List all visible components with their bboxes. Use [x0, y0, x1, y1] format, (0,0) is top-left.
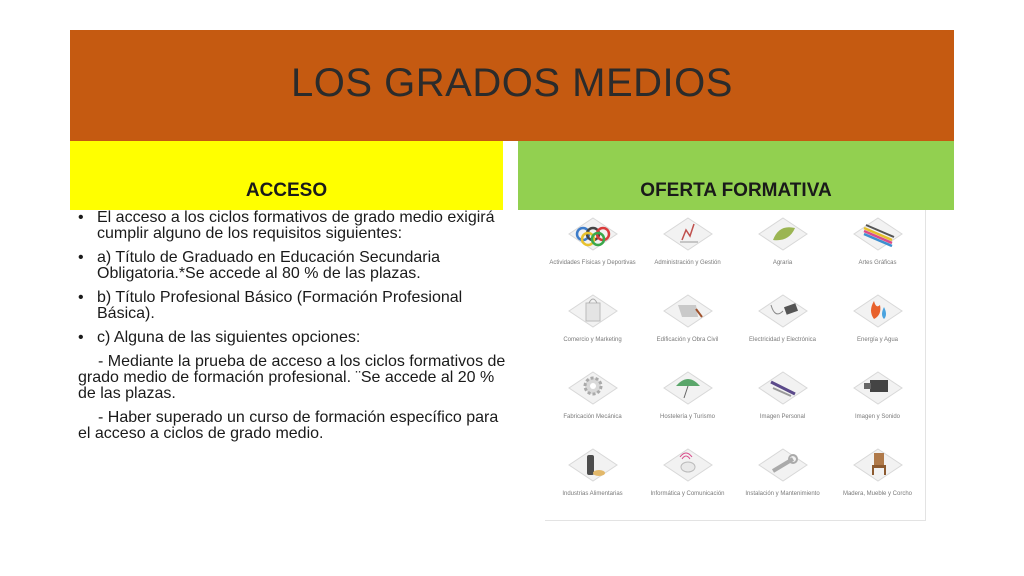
family-label: Hostelería y Turismo: [659, 414, 716, 420]
acceso-header: [70, 141, 503, 210]
family-tile[interactable]: [545, 441, 640, 518]
family-tile[interactable]: [640, 287, 735, 364]
family-label: Imagen Personal: [759, 414, 806, 420]
umbrella-icon: [660, 368, 716, 412]
family-tile[interactable]: [735, 287, 830, 364]
sub-item: - Haber superado un curso de formación específico para el acceso a ciclos de grado medio.: [78, 409, 499, 442]
bullet-dot: •: [78, 249, 84, 266]
family-label: Energía y Agua: [856, 337, 899, 343]
wrench-icon: [755, 445, 811, 489]
page-title: LOS GRADOS MEDIOS: [291, 61, 733, 105]
family-label: Informática y Comunicación: [650, 491, 725, 497]
shopping-bag-icon: [565, 291, 621, 335]
chair-icon: [850, 445, 906, 489]
plug-icon: [755, 291, 811, 335]
family-tile[interactable]: [640, 364, 735, 441]
bullet-dot: •: [78, 289, 84, 306]
family-tile[interactable]: [640, 210, 735, 287]
camera-icon: [850, 368, 906, 412]
family-label: Comercio y Marketing: [563, 337, 622, 343]
family-tile[interactable]: [830, 364, 925, 441]
family-tile[interactable]: [830, 287, 925, 364]
pencils-icon: [850, 214, 906, 258]
family-label: Actividades Físicas y Deportivas: [549, 260, 636, 266]
chart-icon: [660, 214, 716, 258]
family-label: Edificación y Obra Civil: [656, 337, 719, 343]
comb-icon: [755, 368, 811, 412]
oferta-header: [518, 141, 954, 210]
bullet-dot: •: [78, 209, 84, 226]
family-label: Imagen y Sonido: [854, 414, 901, 420]
bullet-text: b) Título Profesional Básico (Formación Profesional Básica).: [97, 289, 463, 322]
bottle-icon: [565, 445, 621, 489]
family-label: Agraria: [772, 260, 793, 266]
bullet-item: [78, 210, 508, 242]
family-tile[interactable]: [545, 364, 640, 441]
family-tile[interactable]: [830, 210, 925, 287]
family-label: Electricidad y Electrónica: [748, 337, 817, 343]
bullet-item: [78, 250, 508, 282]
flame-drop-icon: [850, 291, 906, 335]
family-label: Instalación y Mantenimiento: [745, 491, 820, 497]
family-tile[interactable]: [545, 210, 640, 287]
sub-item: - Mediante la prueba de acceso a los ciclos formativos de grado medio de formación profesional. ¨Se accede al 20 % de las plazas.: [78, 353, 506, 402]
bullet-text: a) Título de Graduado en Educación Secundaria Obligatoria.*Se accede al 80 % de las plazas.: [97, 249, 441, 282]
family-tile[interactable]: [735, 441, 830, 518]
family-tile[interactable]: [830, 441, 925, 518]
oferta-header-label: OFERTA FORMATIVA: [640, 180, 832, 201]
family-tile[interactable]: [735, 210, 830, 287]
trowel-icon: [660, 291, 716, 335]
bullet-text: El acceso a los ciclos formativos de grado medio exigirá cumplir alguno de los requisitos siguientes:: [97, 209, 495, 242]
family-label: Administración y Gestión: [654, 260, 721, 266]
acceso-header-label: ACCESO: [245, 180, 328, 201]
mouse-icon: [660, 445, 716, 489]
acceso-content: [78, 210, 508, 450]
rings-icon: [565, 214, 621, 258]
family-tile[interactable]: [640, 441, 735, 518]
family-label: Industrias Alimentarias: [562, 491, 623, 497]
family-label: Artes Gráficas: [858, 260, 897, 266]
family-tile[interactable]: [545, 287, 640, 364]
bullet-dot: •: [78, 329, 84, 346]
bullet-item: [78, 330, 508, 346]
title-bar: [70, 30, 954, 141]
leaf-icon: [755, 214, 811, 258]
family-tile[interactable]: [735, 364, 830, 441]
bullet-item: [78, 290, 508, 322]
gear-icon: [565, 368, 621, 412]
family-label: Fabricación Mecánica: [563, 414, 622, 420]
family-label: Madera, Mueble y Corcho: [842, 491, 913, 497]
oferta-grid: [545, 210, 926, 521]
bullet-text: c) Alguna de las siguientes opciones:: [97, 329, 361, 346]
